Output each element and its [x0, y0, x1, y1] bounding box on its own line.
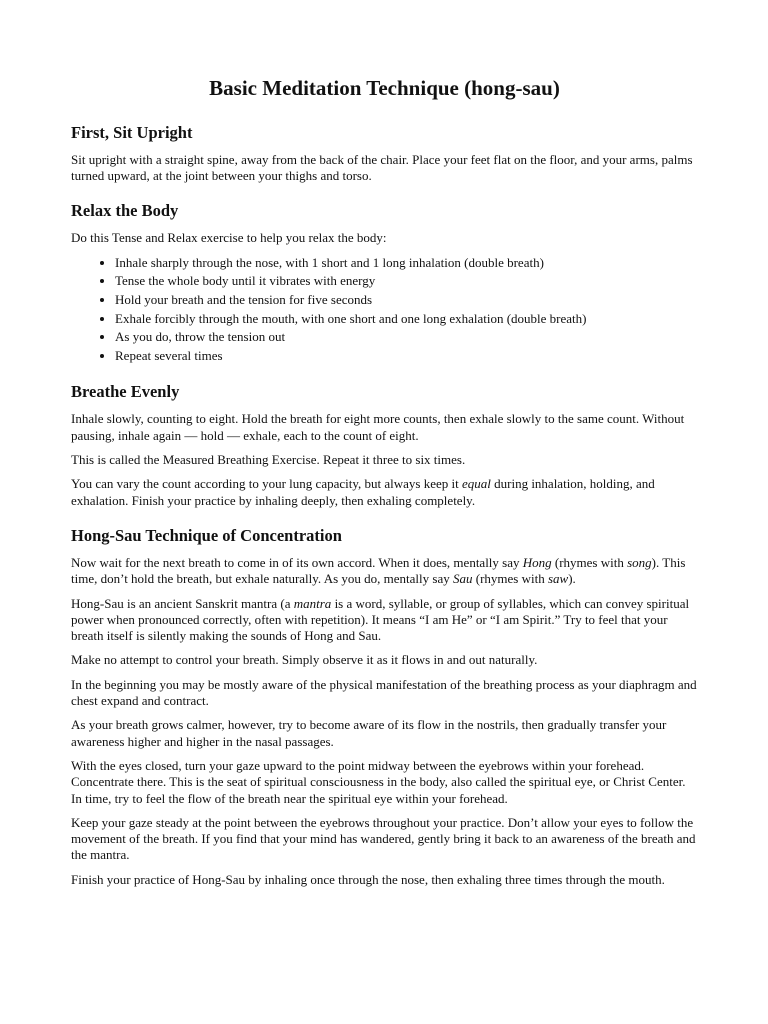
- paragraph: In the beginning you may be mostly aware of the physical manifestation of the breathing process as your diaphragm and chest expand and contract.: [71, 676, 697, 709]
- paragraph: With the eyes closed, turn your gaze upward to the point midway between the eyebrows within your forehead. Concentrate there. This is the seat of spiritual consciousness in the body, also called the spiritual eye, or Christ Center. In time, try to feel the flow of the breath near the spiritual eye within your forehead.: [71, 757, 686, 806]
- page-title: Basic Meditation Technique (hong-sau): [209, 76, 560, 100]
- text-run: You can vary the count according to your lung capacity, but always keep it: [71, 476, 462, 492]
- text-run: Now wait for the next breath to come in of its own accord. When it does, mentally say: [71, 554, 523, 570]
- list-item: • As you do, throw the tension out: [115, 328, 698, 347]
- section-sit-upright: [71, 122, 698, 185]
- list-item: • Inhale sharply through the nose, with 1 short and 1 long inhalation (double breath): [115, 254, 698, 273]
- text-run: during inhalation, holding, and exhalation. Finish your practice by inhaling deeply, then exhaling completely.: [71, 476, 655, 508]
- text-run: Hong-Sau is an ancient Sanskrit mantra (a: [71, 595, 294, 611]
- paragraph: [71, 555, 698, 588]
- section-heading: Hong-Sau Technique of Concentration: [71, 525, 342, 545]
- section-relax-body: [71, 200, 698, 366]
- paragraph: Sit upright with a straight spine, away from the back of the chair. Place your feet flat on the floor, and your arms, palms turned upward, at the joint between your thighs and torso.: [71, 152, 693, 184]
- emphasis-text: saw: [547, 571, 569, 587]
- section-heading: Breathe Evenly: [71, 382, 180, 402]
- emphasis-text: Hong: [522, 554, 552, 570]
- emphasis-text: Sau: [452, 571, 473, 587]
- section-heading: Relax the Body: [71, 200, 179, 220]
- paragraph: As your breath grows calmer, however, try to become aware of its flow in the nostrils, then gradually transfer your awareness higher and higher in the nasal passages.: [71, 717, 667, 749]
- text-run: is a word, syllable, or group of syllables, which can convey spiritual power when pronounced correctly, often with repetition). It means “I am He” or “I am Spirit.” Try to feel that your breath itself is silently making the sounds of Hong and Sau.: [71, 595, 690, 644]
- paragraph: [71, 596, 698, 645]
- section-breathe-evenly: [71, 381, 698, 508]
- list-item: • Repeat several times: [115, 347, 698, 366]
- text-run: (rhymes with: [551, 554, 628, 570]
- text-run: ).: [568, 571, 576, 587]
- paragraph: Inhale slowly, counting to eight. Hold the breath for eight more counts, then exhale slowly to the same count. Without pausing, inhale again — hold — exhale, each to the count of eight.: [71, 411, 685, 443]
- list-item: • Tense the whole body until it vibrates with energy: [115, 272, 698, 291]
- emphasis-text: equal: [461, 476, 491, 492]
- section-heading: First, Sit Upright: [71, 123, 193, 142]
- paragraph: Keep your gaze steady at the point between the eyebrows throughout your practice. Don’t allow your eyes to follow the movement of the breath. If you find that your mind has wandered, gently bring it back to an awareness of the breath and the mantra.: [71, 814, 696, 863]
- text-run: (rhymes with: [472, 571, 548, 587]
- emphasis-text: mantra: [293, 595, 332, 611]
- list-item: • Hold your breath and the tension for five seconds: [115, 291, 698, 310]
- paragraph: This is called the Measured Breathing Exercise. Repeat it three to six times.: [71, 452, 466, 468]
- paragraph: Do this Tense and Relax exercise to help you relax the body:: [71, 229, 387, 245]
- paragraph: Make no attempt to control your breath. Simply observe it as it flows in and out naturally.: [71, 652, 538, 668]
- text-run: ). This time, don’t hold the breath, but exhale naturally. As you do, mentally say: [71, 554, 686, 587]
- section-hong-sau: [71, 525, 698, 888]
- paragraph: Finish your practice of Hong-Sau by inhaling once through the nose, then exhaling three times through the mouth.: [71, 871, 665, 887]
- emphasis-text: song: [627, 554, 652, 570]
- paragraph: [71, 476, 698, 509]
- list-item: • Exhale forcibly through the mouth, with one short and one long exhalation (double breath): [115, 310, 698, 329]
- bullet-list: [71, 254, 698, 366]
